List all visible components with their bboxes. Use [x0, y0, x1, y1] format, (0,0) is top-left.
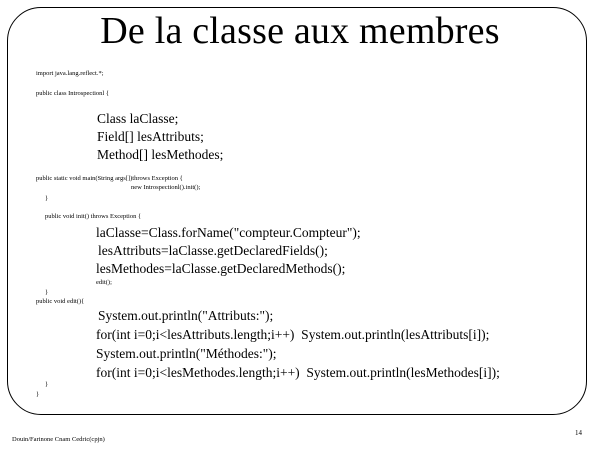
code-field-methodes: Method[] lesMethodes; [97, 147, 224, 162]
code-init-line-2: lesAttributs=laClasse.getDeclaredFields(); [98, 243, 328, 258]
code-init-line-3: lesMethodes=laClasse.getDeclaredMethods(); [96, 261, 346, 276]
slide-frame [7, 7, 587, 415]
code-init-line-1: laClasse=Class.forName("compteur.Compteur"); [96, 225, 361, 240]
code-edit-line-1: System.out.println("Attributs:"); [98, 308, 274, 323]
footer-author: Douin/Farinone Cnam Cedric(cpjn) [12, 436, 105, 443]
code-edit-line-3: System.out.println("Méthodes:"); [96, 346, 277, 361]
code-class-declaration: public class Introspectionl { [36, 90, 109, 97]
code-edit-declaration: public void edit(){ [36, 298, 85, 305]
code-import-line: import java.lang.reflect.*; [36, 70, 104, 77]
code-field-attributs: Field[] lesAttributs; [97, 129, 204, 144]
page-number: 14 [575, 429, 582, 437]
slide-title: De la classe aux membres [100, 10, 500, 52]
code-edit-line-4: for(int i=0;i<lesMethodes.length;i++) System.out.println(lesMethodes[i]); [96, 365, 500, 380]
code-main-body: new Introspectionl().init(); [131, 184, 201, 191]
code-edit-line-2: for(int i=0;i<lesAttributs.length;i++) System.out.println(lesAttributs[i]); [96, 327, 490, 342]
code-init-edit-call: edit(); [96, 279, 112, 286]
code-init-declaration: public void init() throws Exception { [45, 213, 142, 220]
code-field-class: Class laClasse; [97, 111, 179, 126]
code-init-close: } [45, 289, 49, 296]
code-edit-close: } [45, 381, 49, 388]
code-main-declaration: public static void main(String args[])throws Exception { [36, 175, 183, 182]
code-class-close: } [36, 391, 40, 398]
code-main-close: } [45, 195, 49, 202]
